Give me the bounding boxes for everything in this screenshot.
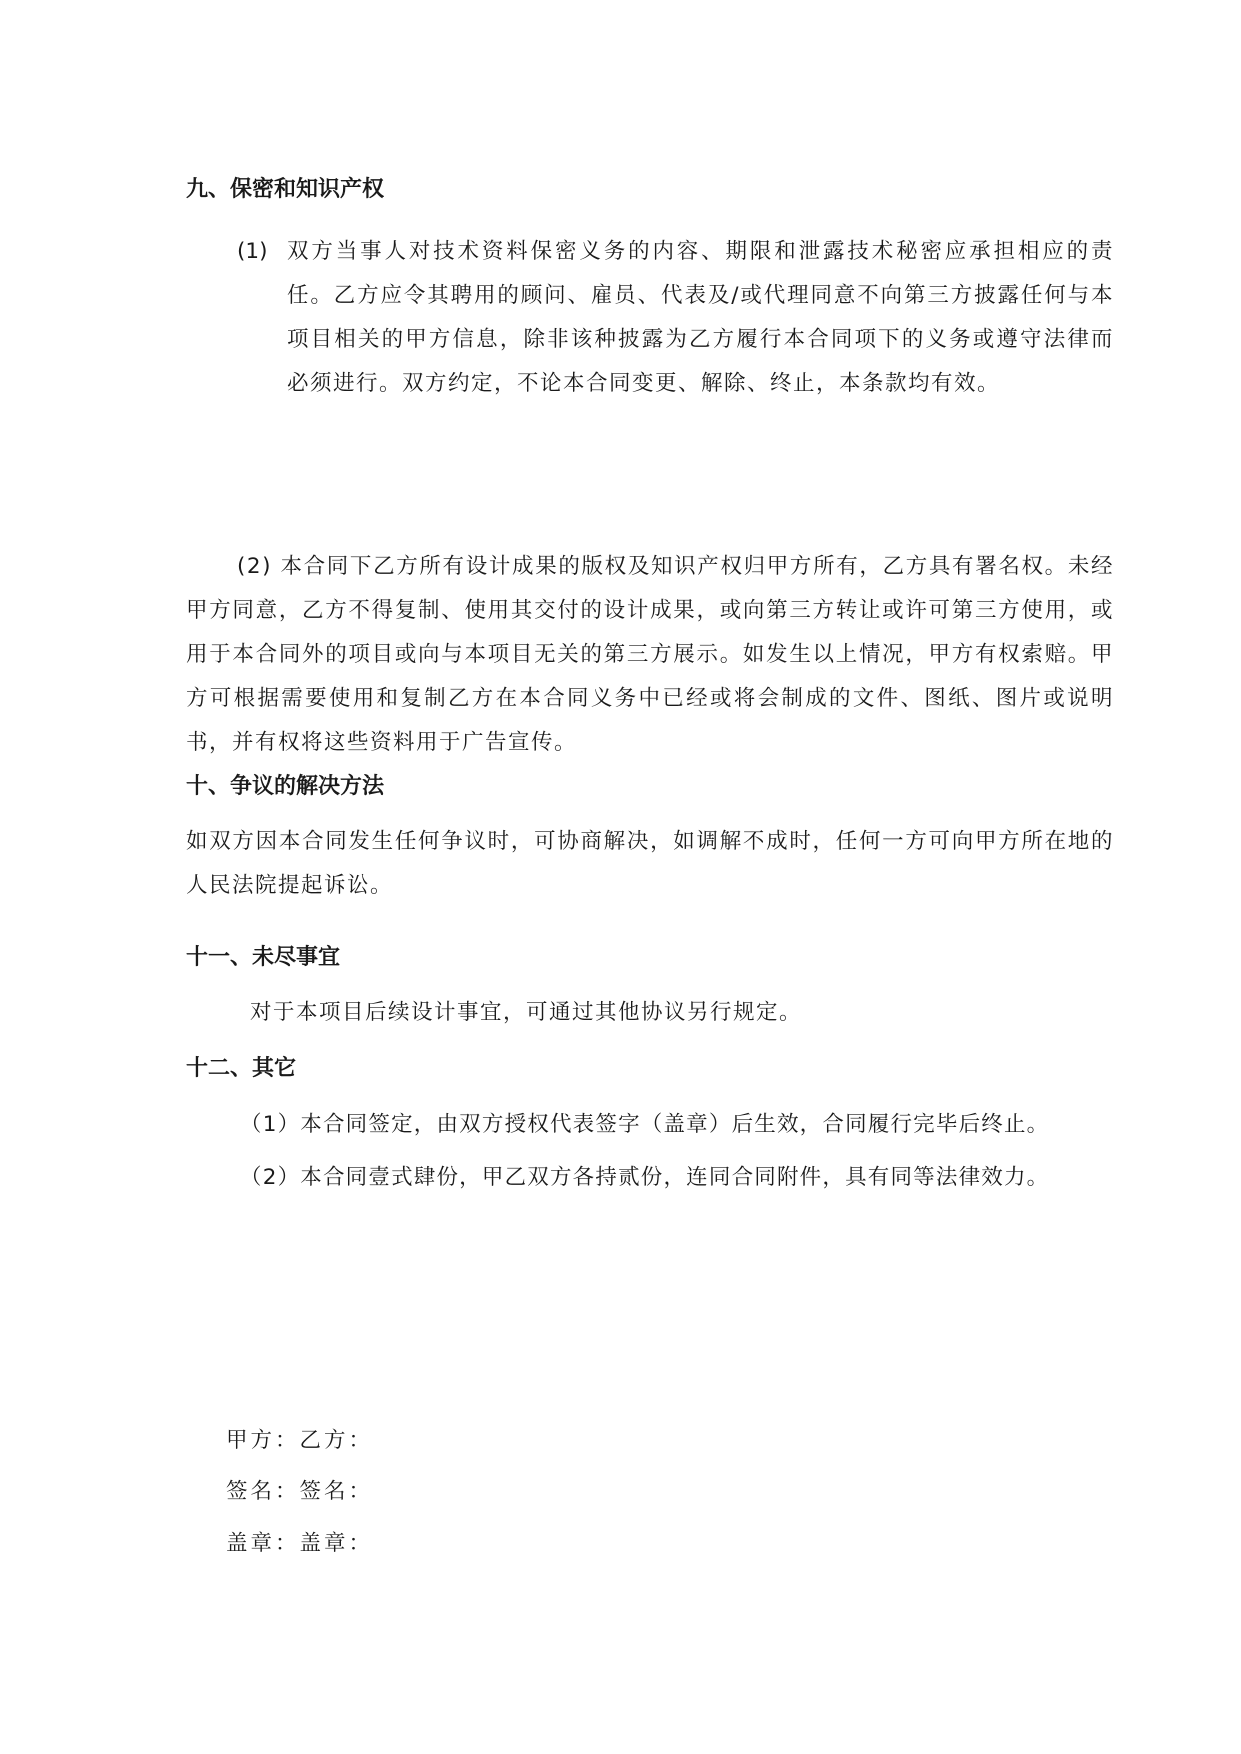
section-12-item-1: （1）本合同签定，由双方授权代表签字（盖章）后生效，合同履行完毕后终止。 <box>240 1112 1050 1137</box>
signature-parties-line: 甲方：乙方： <box>226 1428 374 1453</box>
section-9-heading: 九、保密和知识产权 <box>186 177 385 202</box>
section-11-heading: 十一、未尽事宜 <box>186 945 341 970</box>
signature-sign-line: 签名：签名： <box>226 1479 374 1504</box>
section-10-heading: 十、争议的解决方法 <box>186 774 385 799</box>
section-12-item-2: （2）本合同壹式肆份，甲乙双方各持贰份，连同合同附件，具有同等法律效力。 <box>240 1165 1050 1190</box>
section-12-heading: 十二、其它 <box>186 1056 297 1081</box>
section-11-text: 对于本项目后续设计事宜，可通过其他协议另行规定。 <box>250 1000 803 1025</box>
signature-seal-line: 盖章：盖章： <box>226 1531 374 1556</box>
section-10-text: 如双方因本合同发生任何争议时，可协商解决，如调解不成时，任何一方可向甲方所在地的人民法院提起诉讼。 <box>186 829 1114 898</box>
section-9-item-1-text: 双方当事人对技术资料保密义务的内容、期限和泄露技术秘密应承担相应的责任。乙方应令其聘用的顾问、雇员、代表及/或代理同意不向第三方披露任何与本项目相关的甲方信息，除非该种披露为乙方履行本合同项下的义务或遵守法律而必须进行。双方约定，不论本合同变更、解除、终止，本条款均有效。 <box>287 239 1114 396</box>
section-9-item-1-marker: (1) <box>237 239 268 264</box>
section-9-item-2-text: (2) 本合同下乙方所有设计成果的版权及知识产权归甲方所有，乙方具有署名权。未经甲方同意，乙方不得复制、使用其交付的设计成果，或向第三方转让或许可第三方使用，或用于本合同外的项目或向与本项目无关的第三方展示。如发生以上情况，甲方有权索赔。甲方可根据需要使用和复制乙方在本合同义务中已经或将会制成的文件、图纸、图片或说明书，并有权将这些资料用于广告宣传。 <box>186 554 1114 755</box>
